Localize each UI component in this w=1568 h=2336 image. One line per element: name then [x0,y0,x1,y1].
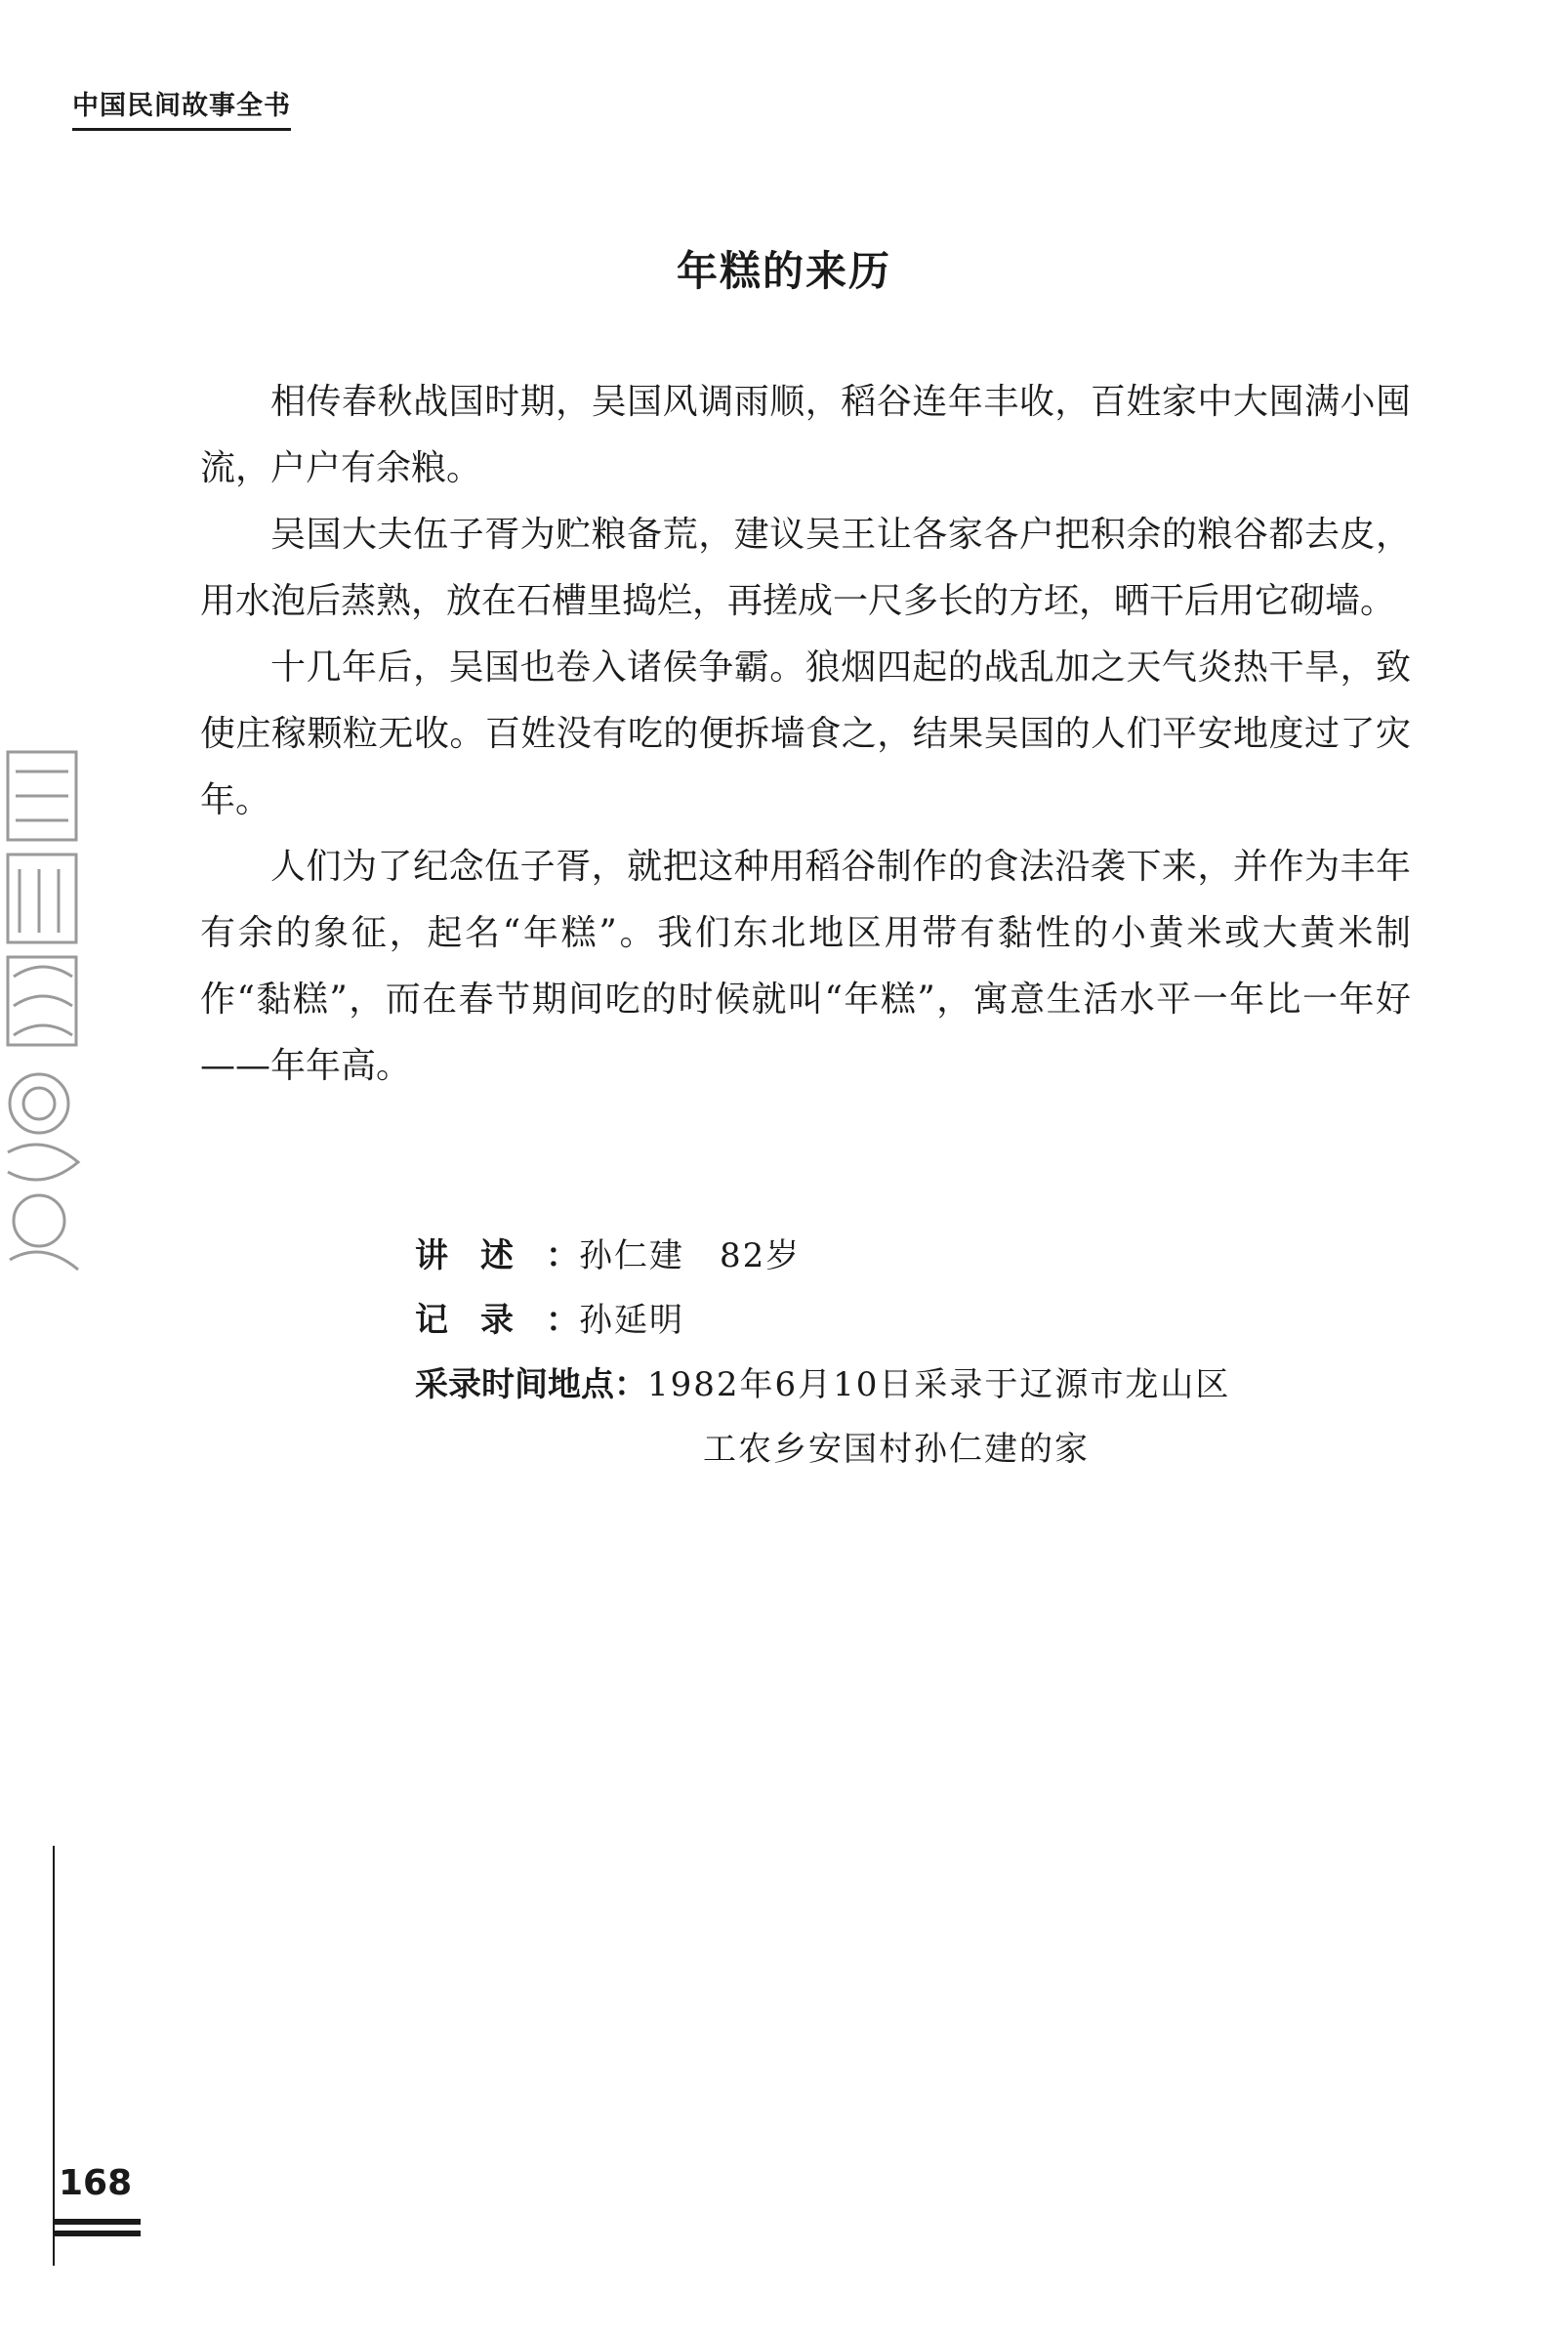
story-title: 年糕的来历 [676,247,891,295]
credits-block [415,1229,1411,1486]
story-body [200,369,1411,1100]
page-number: 168 [59,2163,133,2203]
story-paragraph: 十几年后，吴国也卷入诸侯争霸。狼烟四起的战乱加之天气炎热干旱，致使庄稼颗粒无收。百姓没有吃的便拆墙食之，结果吴国的人们平安地度过了灾年。 [200,647,1411,820]
page-number-bar [53,2231,141,2236]
time-place-row-continued [415,1422,1411,1486]
margin-rule [53,1846,55,2266]
recorder-row [415,1293,1411,1357]
narrator-value: 孙仁建 82岁 [579,1236,802,1275]
side-decoration-pattern [0,742,88,1289]
time-place-value-line2: 工农乡安国村孙仁建的家 [703,1430,1090,1469]
narrator-row [415,1229,1411,1293]
narrator-label: 讲述： [415,1236,579,1275]
series-header: 中国民间故事全书 [72,84,291,131]
time-place-value-line1: 1982年6月10日采录于辽源市龙山区 [647,1365,1231,1404]
recorder-value: 孙延明 [579,1301,684,1340]
recorder-label: 记录： [415,1301,579,1340]
story-paragraph: 吴国大夫伍子胥为贮粮备荒，建议吴王让各家各户把积余的粮谷都去皮，用水泡后蒸熟，放在石槽里捣烂，再搓成一尺多长的方坯，晒干后用它砌墙。 [200,515,1411,621]
story-paragraph: 人们为了纪念伍子胥，就把这种用稻谷制作的食法沿袭下来，并作为丰年有余的象征，起名“年糕”。我们东北地区用带有黏性的小黄米或大黄米制作“黏糕”，而在春节期间吃的时候就叫“年糕”，寓意生活水平一年比一年好——年年高。 [200,847,1411,1086]
story-paragraph: 相传春秋战国时期，吴国风调雨顺，稻谷连年丰收，百姓家中大囤满小囤流，户户有余粮。 [200,382,1411,488]
time-place-label: 采录时间地点： [415,1365,647,1404]
time-place-row [415,1357,1411,1422]
page-number-bar [53,2219,141,2225]
